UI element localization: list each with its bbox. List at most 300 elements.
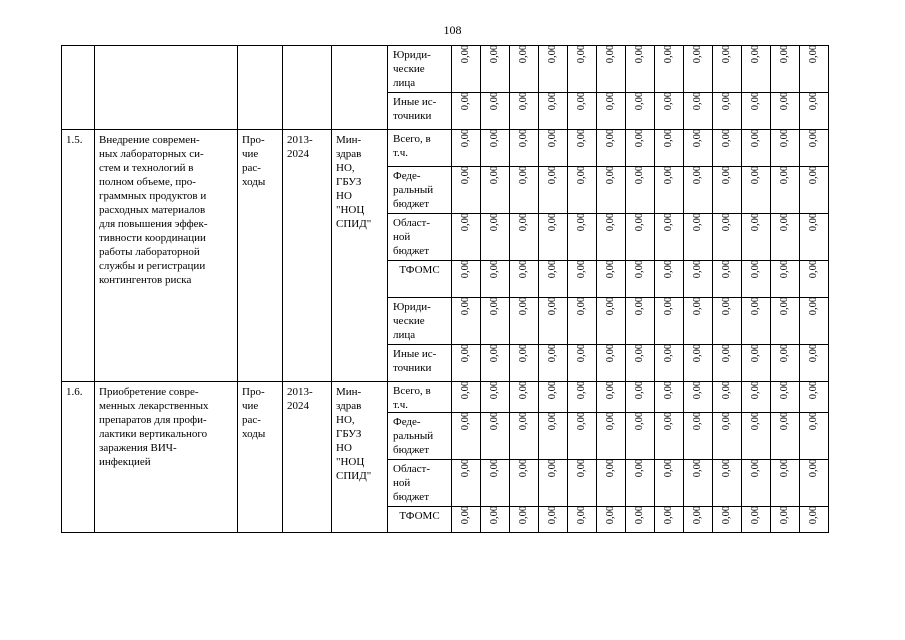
value-text: 0,00 — [750, 212, 761, 232]
value-text: 0,00 — [808, 91, 819, 111]
value-text: 0,00 — [547, 259, 558, 279]
value-cell — [771, 261, 800, 298]
value-text: 0,00 — [663, 411, 674, 431]
value-text: 0,00 — [692, 458, 703, 478]
value-cell — [568, 460, 597, 507]
value-cell — [568, 298, 597, 345]
value-text: 0,00 — [460, 259, 471, 279]
value-cell — [800, 167, 829, 214]
value-text: 0,00 — [634, 128, 645, 148]
value-cell — [539, 298, 568, 345]
value-text: 0,00 — [518, 212, 529, 232]
value-text: 0,00 — [750, 91, 761, 111]
value-cell — [684, 507, 713, 533]
value-text: 0,00 — [808, 259, 819, 279]
value-text: 0,00 — [779, 165, 790, 185]
value-text: 0,00 — [721, 505, 732, 525]
value-cell — [568, 382, 597, 413]
value-cell — [568, 214, 597, 261]
value-cell — [539, 345, 568, 382]
value-text: 0,00 — [489, 458, 500, 478]
value-cell — [539, 261, 568, 298]
value-text: 0,00 — [518, 380, 529, 400]
value-cell — [626, 130, 655, 167]
source-label: Иные ис- точники — [393, 348, 437, 374]
value-text: 0,00 — [721, 458, 732, 478]
value-cell — [626, 46, 655, 93]
value-cell — [684, 93, 713, 130]
item-executor-cell — [332, 382, 388, 533]
value-cell — [539, 382, 568, 413]
value-text: 0,00 — [605, 458, 616, 478]
source-label: ТФОМС — [399, 264, 440, 276]
value-cell — [481, 298, 510, 345]
value-cell — [655, 460, 684, 507]
value-cell — [800, 214, 829, 261]
value-text: 0,00 — [576, 212, 587, 232]
value-cell — [771, 413, 800, 460]
value-cell — [452, 298, 481, 345]
value-cell — [539, 130, 568, 167]
value-cell — [771, 93, 800, 130]
item-period-cell — [283, 130, 332, 382]
value-cell — [597, 345, 626, 382]
value-text: 0,00 — [692, 212, 703, 232]
value-text: 0,00 — [663, 296, 674, 316]
value-cell — [800, 93, 829, 130]
value-cell — [539, 413, 568, 460]
value-text: 0,00 — [634, 380, 645, 400]
value-text: 0,00 — [576, 165, 587, 185]
value-text: 0,00 — [721, 343, 732, 363]
value-text: 0,00 — [692, 128, 703, 148]
value-text: 0,00 — [779, 91, 790, 111]
value-text: 0,00 — [489, 165, 500, 185]
value-text: 0,00 — [750, 259, 761, 279]
value-cell — [742, 167, 771, 214]
financing-table — [61, 45, 829, 533]
value-cell — [742, 46, 771, 93]
item-period: 2013- 2024 — [287, 386, 313, 412]
item-number-cell — [62, 382, 95, 533]
value-text: 0,00 — [692, 91, 703, 111]
value-cell — [655, 130, 684, 167]
item-executor-cell — [332, 46, 388, 130]
value-text: 0,00 — [692, 343, 703, 363]
value-cell — [510, 130, 539, 167]
value-cell — [713, 130, 742, 167]
value-text: 0,00 — [721, 212, 732, 232]
value-text: 0,00 — [808, 343, 819, 363]
value-text: 0,00 — [779, 343, 790, 363]
value-cell — [481, 93, 510, 130]
source-label: Феде- ральный бюджет — [393, 170, 434, 210]
value-cell — [771, 507, 800, 533]
value-text: 0,00 — [547, 128, 558, 148]
value-cell — [626, 413, 655, 460]
value-text: 0,00 — [460, 296, 471, 316]
source-label: Област- ной бюджет — [393, 463, 430, 503]
value-cell — [597, 130, 626, 167]
value-cell — [771, 298, 800, 345]
value-cell — [626, 507, 655, 533]
value-cell — [684, 382, 713, 413]
value-text: 0,00 — [663, 44, 674, 64]
value-text: 0,00 — [460, 505, 471, 525]
value-text: 0,00 — [634, 505, 645, 525]
value-text: 0,00 — [547, 212, 558, 232]
value-text: 0,00 — [605, 128, 616, 148]
value-cell — [597, 214, 626, 261]
source-cell — [388, 46, 452, 93]
value-cell — [684, 413, 713, 460]
value-cell — [568, 413, 597, 460]
value-text: 0,00 — [547, 44, 558, 64]
value-cell — [713, 214, 742, 261]
value-text: 0,00 — [663, 165, 674, 185]
value-cell — [626, 345, 655, 382]
value-text: 0,00 — [634, 296, 645, 316]
item-period: 2013- 2024 — [287, 134, 313, 160]
value-cell — [626, 261, 655, 298]
value-text: 0,00 — [663, 505, 674, 525]
value-cell — [597, 261, 626, 298]
value-cell — [510, 345, 539, 382]
value-text: 0,00 — [489, 212, 500, 232]
value-text: 0,00 — [750, 411, 761, 431]
source-cell — [388, 382, 452, 413]
value-text: 0,00 — [634, 259, 645, 279]
value-cell — [684, 46, 713, 93]
source-cell — [388, 507, 452, 533]
value-text: 0,00 — [605, 505, 616, 525]
value-text: 0,00 — [518, 165, 529, 185]
value-text: 0,00 — [460, 458, 471, 478]
value-text: 0,00 — [808, 505, 819, 525]
value-cell — [742, 130, 771, 167]
value-cell — [597, 507, 626, 533]
value-text: 0,00 — [518, 91, 529, 111]
value-cell — [655, 382, 684, 413]
value-text: 0,00 — [779, 505, 790, 525]
value-text: 0,00 — [547, 411, 558, 431]
value-cell — [539, 460, 568, 507]
value-text: 0,00 — [547, 91, 558, 111]
value-cell — [771, 214, 800, 261]
value-text: 0,00 — [489, 343, 500, 363]
value-cell — [713, 460, 742, 507]
value-text: 0,00 — [779, 380, 790, 400]
value-text: 0,00 — [750, 380, 761, 400]
source-label: Феде- ральный бюджет — [393, 416, 434, 456]
value-text: 0,00 — [721, 259, 732, 279]
value-text: 0,00 — [605, 411, 616, 431]
value-text: 0,00 — [663, 458, 674, 478]
item-period-cell — [283, 382, 332, 533]
value-cell — [684, 167, 713, 214]
value-cell — [800, 261, 829, 298]
value-text: 0,00 — [576, 259, 587, 279]
value-text: 0,00 — [518, 296, 529, 316]
value-text: 0,00 — [547, 296, 558, 316]
value-cell — [655, 261, 684, 298]
value-cell — [510, 298, 539, 345]
value-cell — [800, 507, 829, 533]
value-text: 0,00 — [721, 165, 732, 185]
value-cell — [510, 261, 539, 298]
value-text: 0,00 — [779, 259, 790, 279]
value-cell — [452, 214, 481, 261]
value-cell — [452, 460, 481, 507]
value-text: 0,00 — [605, 343, 616, 363]
value-text: 0,00 — [692, 380, 703, 400]
value-cell — [510, 46, 539, 93]
value-cell — [539, 507, 568, 533]
value-cell — [626, 214, 655, 261]
value-cell — [713, 345, 742, 382]
value-text: 0,00 — [518, 458, 529, 478]
value-cell — [481, 460, 510, 507]
value-text: 0,00 — [663, 343, 674, 363]
value-text: 0,00 — [460, 44, 471, 64]
value-cell — [597, 298, 626, 345]
value-text: 0,00 — [808, 128, 819, 148]
value-cell — [713, 382, 742, 413]
value-cell — [742, 93, 771, 130]
value-text: 0,00 — [721, 44, 732, 64]
table-row — [62, 46, 829, 93]
value-text: 0,00 — [663, 259, 674, 279]
value-text: 0,00 — [489, 44, 500, 64]
value-text: 0,00 — [576, 44, 587, 64]
value-text: 0,00 — [663, 212, 674, 232]
value-cell — [713, 298, 742, 345]
value-cell — [684, 345, 713, 382]
value-cell — [742, 460, 771, 507]
value-text: 0,00 — [605, 44, 616, 64]
table-row — [62, 130, 829, 167]
source-cell — [388, 460, 452, 507]
value-cell — [684, 261, 713, 298]
value-cell — [481, 214, 510, 261]
value-cell — [713, 413, 742, 460]
value-cell — [481, 413, 510, 460]
value-text: 0,00 — [489, 259, 500, 279]
value-text: 0,00 — [605, 380, 616, 400]
value-cell — [713, 46, 742, 93]
value-cell — [452, 345, 481, 382]
value-text: 0,00 — [721, 411, 732, 431]
value-text: 0,00 — [634, 343, 645, 363]
value-cell — [568, 345, 597, 382]
value-text: 0,00 — [808, 44, 819, 64]
value-text: 0,00 — [518, 505, 529, 525]
value-cell — [452, 382, 481, 413]
value-text: 0,00 — [460, 212, 471, 232]
source-cell — [388, 298, 452, 345]
value-cell — [452, 507, 481, 533]
value-cell — [655, 413, 684, 460]
value-cell — [481, 130, 510, 167]
source-label: Всего, в т.ч. — [393, 385, 431, 411]
value-text: 0,00 — [779, 44, 790, 64]
value-cell — [655, 345, 684, 382]
item-name: Приобретение совре- менных лекарственных препаратов для профи- лактики вертикального заражения ВИЧ- инфекцией — [99, 386, 209, 468]
value-text: 0,00 — [808, 212, 819, 232]
value-text: 0,00 — [576, 296, 587, 316]
value-cell — [713, 507, 742, 533]
value-text: 0,00 — [460, 165, 471, 185]
value-cell — [655, 298, 684, 345]
value-cell — [452, 167, 481, 214]
value-cell — [597, 460, 626, 507]
value-text: 0,00 — [547, 165, 558, 185]
item-type: Про- чие рас- ходы — [242, 134, 266, 188]
value-cell — [626, 460, 655, 507]
source-cell — [388, 261, 452, 298]
value-text: 0,00 — [692, 505, 703, 525]
value-text: 0,00 — [634, 165, 645, 185]
value-text: 0,00 — [489, 128, 500, 148]
value-cell — [800, 298, 829, 345]
item-name-cell — [95, 382, 238, 533]
value-text: 0,00 — [605, 296, 616, 316]
value-text: 0,00 — [547, 343, 558, 363]
value-text: 0,00 — [721, 91, 732, 111]
source-cell — [388, 130, 452, 167]
value-cell — [568, 93, 597, 130]
value-cell — [452, 93, 481, 130]
item-name: Внедрение современ- ных лабораторных си- стем и технологий в полном объеме, про- граммных продуктов и расходных материалов для повышения эффек- тивности координации работы лабораторной службы и регистрации контингентов риска — [99, 134, 208, 286]
value-text: 0,00 — [576, 380, 587, 400]
source-label: Област- ной бюджет — [393, 217, 430, 257]
value-text: 0,00 — [779, 212, 790, 232]
value-cell — [452, 413, 481, 460]
value-cell — [800, 460, 829, 507]
table-row — [62, 382, 829, 413]
value-cell — [684, 130, 713, 167]
item-number: 1.6. — [66, 386, 83, 398]
value-text: 0,00 — [663, 91, 674, 111]
value-cell — [655, 167, 684, 214]
value-text: 0,00 — [547, 505, 558, 525]
value-text: 0,00 — [692, 44, 703, 64]
value-cell — [626, 298, 655, 345]
value-text: 0,00 — [576, 343, 587, 363]
value-text: 0,00 — [750, 165, 761, 185]
value-text: 0,00 — [518, 411, 529, 431]
value-text: 0,00 — [605, 259, 616, 279]
value-cell — [597, 46, 626, 93]
value-cell — [713, 167, 742, 214]
value-text: 0,00 — [808, 296, 819, 316]
value-text: 0,00 — [605, 165, 616, 185]
item-type: Про- чие рас- ходы — [242, 386, 266, 440]
value-text: 0,00 — [808, 458, 819, 478]
value-cell — [481, 507, 510, 533]
value-text: 0,00 — [460, 380, 471, 400]
value-cell — [510, 214, 539, 261]
value-text: 0,00 — [750, 458, 761, 478]
value-cell — [771, 130, 800, 167]
value-text: 0,00 — [808, 411, 819, 431]
value-cell — [597, 382, 626, 413]
item-number-cell — [62, 130, 95, 382]
value-text: 0,00 — [518, 343, 529, 363]
value-cell — [655, 507, 684, 533]
value-cell — [713, 261, 742, 298]
value-cell — [800, 413, 829, 460]
value-text: 0,00 — [489, 380, 500, 400]
value-cell — [800, 46, 829, 93]
value-text: 0,00 — [547, 380, 558, 400]
page-number: 108 — [443, 23, 462, 37]
value-cell — [568, 507, 597, 533]
value-cell — [626, 93, 655, 130]
value-cell — [539, 93, 568, 130]
value-cell — [655, 214, 684, 261]
value-cell — [510, 167, 539, 214]
value-text: 0,00 — [750, 44, 761, 64]
item-type-cell — [238, 382, 283, 533]
item-type-cell — [238, 46, 283, 130]
value-text: 0,00 — [750, 343, 761, 363]
value-text: 0,00 — [518, 44, 529, 64]
value-text: 0,00 — [576, 128, 587, 148]
value-text: 0,00 — [460, 128, 471, 148]
value-cell — [771, 382, 800, 413]
value-text: 0,00 — [750, 505, 761, 525]
value-text: 0,00 — [634, 91, 645, 111]
item-name-cell — [95, 130, 238, 382]
value-text: 0,00 — [779, 296, 790, 316]
source-cell — [388, 167, 452, 214]
value-text: 0,00 — [460, 343, 471, 363]
source-label: Юриди- ческие лица — [393, 49, 431, 89]
value-text: 0,00 — [692, 296, 703, 316]
value-text: 0,00 — [721, 296, 732, 316]
value-cell — [481, 167, 510, 214]
value-text: 0,00 — [460, 91, 471, 111]
value-text: 0,00 — [576, 505, 587, 525]
value-text: 0,00 — [721, 380, 732, 400]
value-text: 0,00 — [808, 380, 819, 400]
value-cell — [626, 167, 655, 214]
value-text: 0,00 — [692, 411, 703, 431]
value-cell — [800, 382, 829, 413]
value-text: 0,00 — [779, 128, 790, 148]
value-text: 0,00 — [489, 91, 500, 111]
value-cell — [481, 345, 510, 382]
value-text: 0,00 — [634, 44, 645, 64]
value-cell — [539, 214, 568, 261]
value-cell — [568, 46, 597, 93]
value-cell — [684, 214, 713, 261]
value-text: 0,00 — [489, 411, 500, 431]
value-cell — [510, 413, 539, 460]
source-cell — [388, 413, 452, 460]
value-cell — [655, 46, 684, 93]
value-text: 0,00 — [808, 165, 819, 185]
value-cell — [742, 345, 771, 382]
value-cell — [452, 130, 481, 167]
value-text: 0,00 — [460, 411, 471, 431]
value-cell — [684, 460, 713, 507]
value-cell — [742, 507, 771, 533]
value-text: 0,00 — [663, 128, 674, 148]
value-text: 0,00 — [518, 128, 529, 148]
value-cell — [597, 167, 626, 214]
